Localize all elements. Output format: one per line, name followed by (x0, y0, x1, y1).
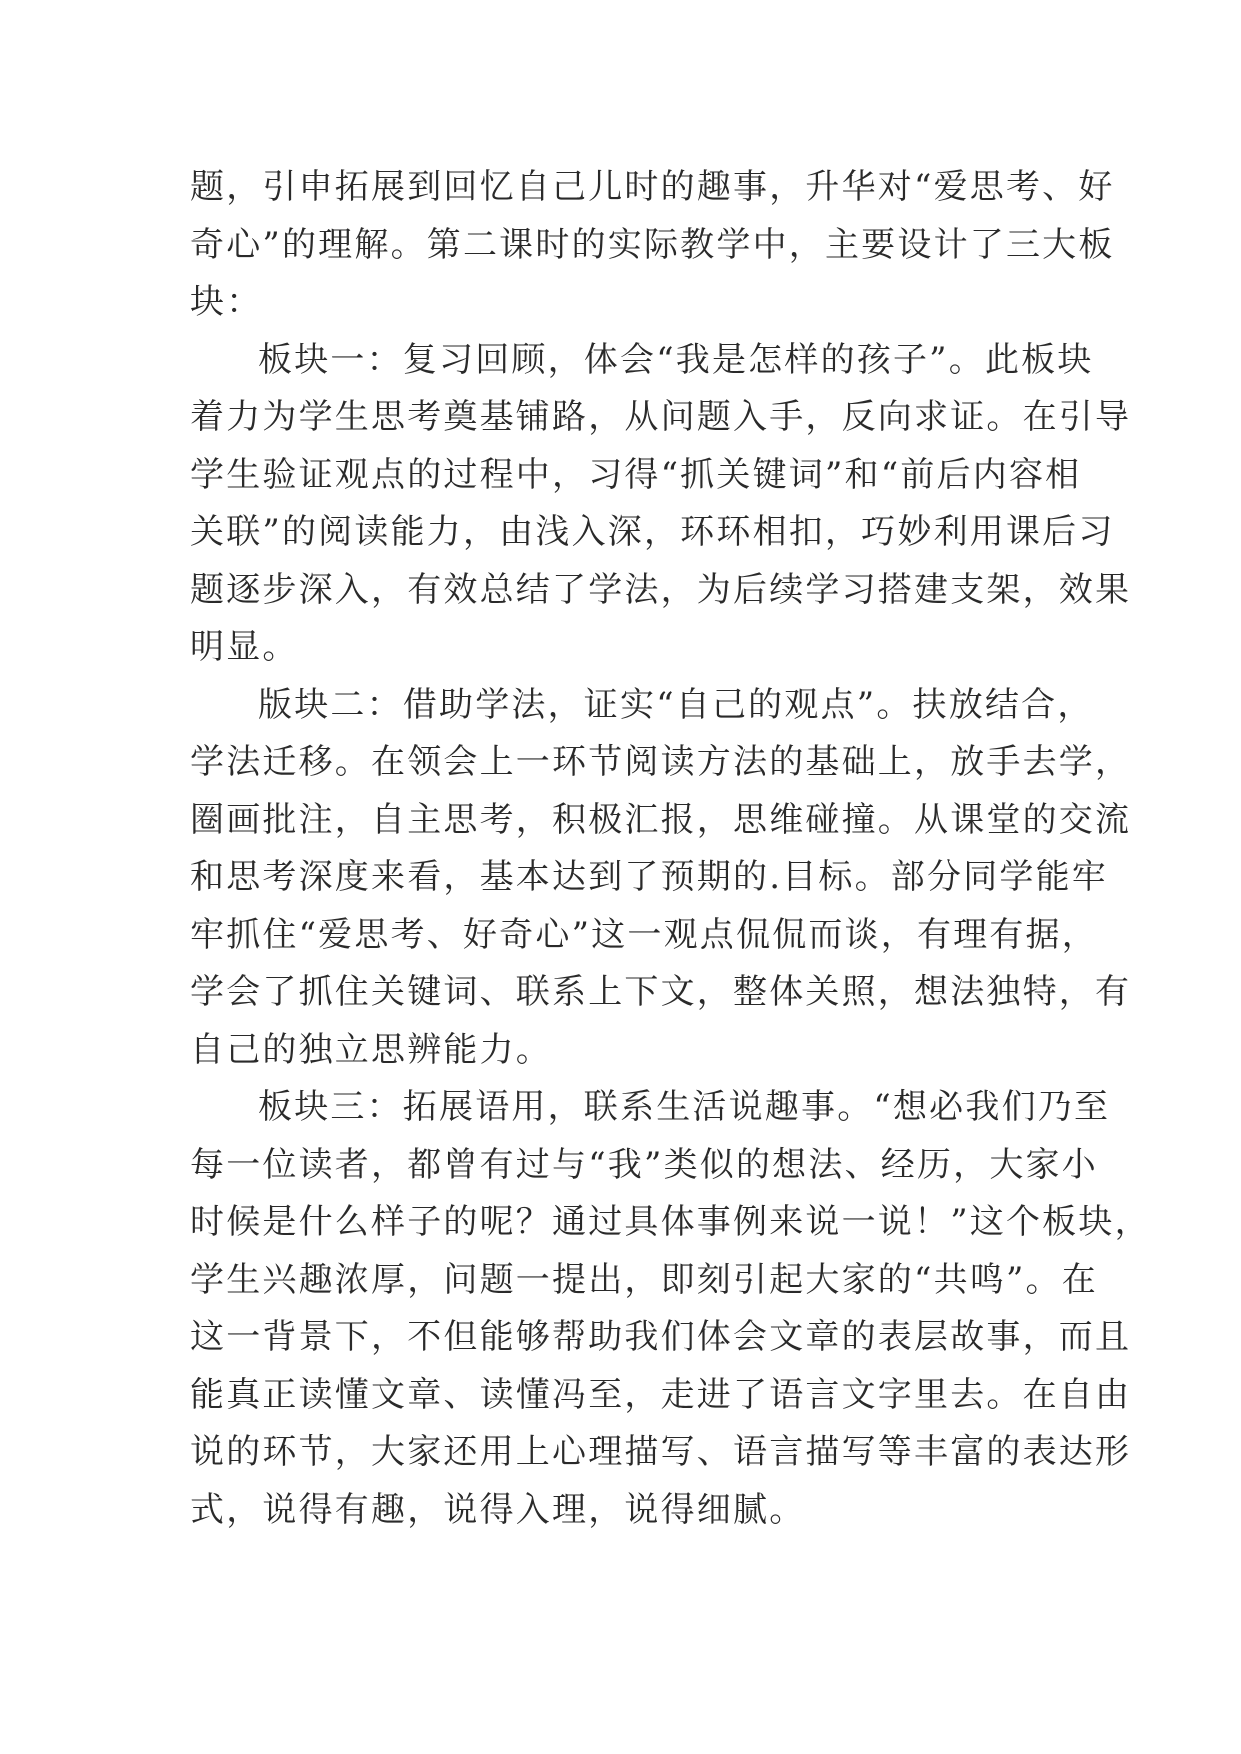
text-line: 和思考深度来看，基本达到了预期的.目标。部分同学能牢 (190, 857, 1109, 897)
text-line: 牢抓住“爱思考、好奇心”这一观点侃侃而谈，有理有据， (190, 914, 1098, 955)
text-line: 学生验证观点的过程中，习得“抓关键词”和“前后内容相 (190, 454, 1082, 495)
text-line: 学会了抓住关键词、联系上下文，整体关照，想法独特，有 (190, 972, 1132, 1012)
paragraph-start-line: 板块一：复习回顾，体会“我是怎样的孩子”。此板块 (258, 339, 1094, 380)
text-line: 着力为学生思考奠基铺路，从问题入手，反向求证。在引导 (190, 397, 1132, 437)
text-line: 学生兴趣浓厚，问题一提出，即刻引起大家的“共鸣”。在 (190, 1259, 1098, 1300)
text-line: 圈画批注，自主思考，积极汇报，思维碰撞。从课堂的交流 (190, 799, 1132, 840)
text-line: 奇心”的理解。第二课时的实际教学中，主要设计了三大板 (190, 224, 1115, 265)
text-line: 每一位读者，都曾有过与“我”类似的想法、经历，大家小 (190, 1144, 1098, 1185)
text-line: 题，引申拓展到回忆自己儿时的趣事，升华对“爱思考、好 (190, 167, 1115, 207)
text-line: 题逐步深入，有效总结了学法，为后续学习搭建支架，效果 (190, 569, 1132, 610)
text-line: 学法迁移。在领会上一环节阅读方法的基础上，放手去学， (190, 742, 1132, 782)
text-line: 关联”的阅读能力，由浅入深，环环相扣，巧妙利用课后习 (190, 512, 1115, 552)
text-line: 这一背景下，不但能够帮助我们体会文章的表层故事，而且 (190, 1317, 1132, 1357)
text-line: 式，说得有趣，说得入理，说得细腻。 (190, 1489, 806, 1530)
text-line: 时候是什么样子的呢？通过具体事例来说一说！”这个板块， (190, 1202, 1151, 1242)
text-line: 自己的独立思辨能力。 (190, 1029, 552, 1070)
text-line: 明显。 (190, 627, 299, 667)
document-body (190, 159, 1151, 1539)
text-line: 块： (190, 282, 263, 322)
paragraph-start-line: 板块三：拓展语用，联系生活说趣事。“想必我们乃至 (258, 1087, 1111, 1127)
text-line: 说的环节，大家还用上心理描写、语言描写等丰富的表达形 (190, 1432, 1132, 1472)
text-line: 能真正读懂文章、读懂冯至，走进了语言文字里去。在自由 (190, 1374, 1132, 1415)
paragraph-start-line: 版块二：借助学法，证实“自己的观点”。扶放结合， (258, 684, 1094, 725)
